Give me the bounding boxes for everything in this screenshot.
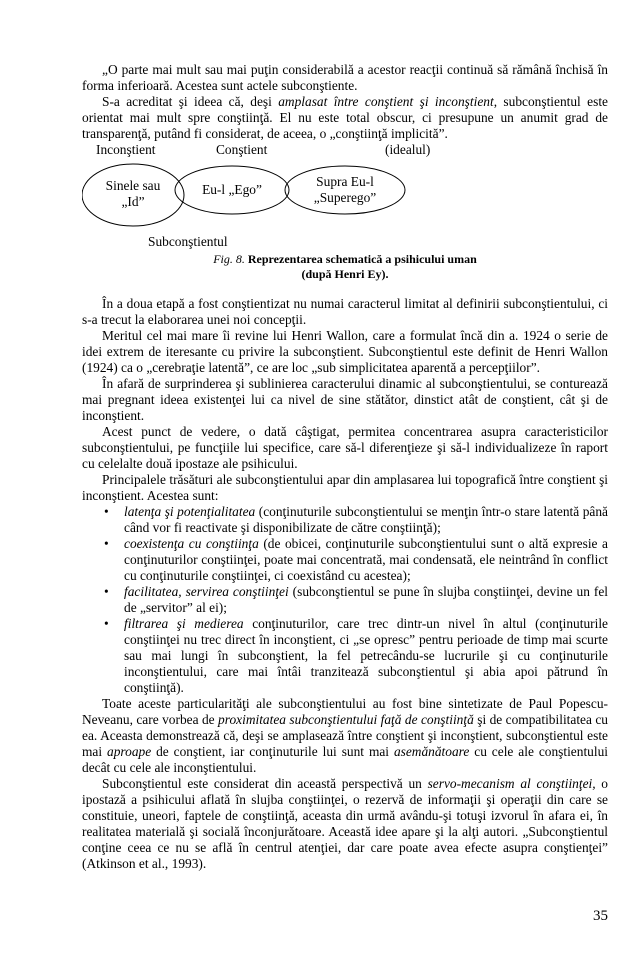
bullet-icon: • <box>104 504 109 519</box>
caption-title: Reprezentarea schematică a psihicului uman <box>247 252 477 266</box>
figure-caption <box>82 252 608 282</box>
ellipse-id-text: Sinele sau „Id” <box>105 178 161 209</box>
list-item: • latenţa şi potenţialitatea (conţinuturile subconştientului se menţin într-o stare latentă până când vor fi reactivate şi disponibilizate de către conştiinţă); <box>104 504 608 535</box>
label-constient: Conştient <box>216 142 268 157</box>
closing-paragraph-8: Toate aceste particularităţi ale subconştientului au fost bine sintetizate de Paul Popescu-Neveanu, care vorbea de proximitatea subconştientului faţă de conştiinţă şi de compatibilitatea cu ea. Aceasta demonstrează că, deşi se amplasează între conştient şi inconştient, subconştientul este mai aproape de conştient, iar conţinuturile lui sunt mai asemănătoare cu cele ale conştientului decât cu cele ale inconştientului. <box>82 696 609 775</box>
psyche-diagram <box>82 158 608 234</box>
closing-paragraph-9: Subconştientul este considerat din această perspectivă un servo-mecanism al conştiinţei, o ipostază a psihicului aflată în slujba conştiinţei, o rezervă de informaţii şi operaţii din care se constituie, uneori, faptele de conştiinţă, aceasta din urmă avându-şi totuşi izvorul în afara ei, în realitatea materială şi socială înconjurătoare. Această idee apare şi la alţi autori. „Subconştientul conţine ceea ce nu se află în centrul atenţiei, dar care poate avea efecte asupra conştienţei” (Atkinson et al., 1993). <box>82 776 609 871</box>
bullet-icon: • <box>104 584 109 599</box>
body-paragraph-3: În a doua etapă a fost conştientizat nu numai caracterul limitat al definirii subconştientului, ci s-a trecut la elaborarea unei noi concepţii. <box>82 296 608 327</box>
ellipse-ego-text: Eu-l „Ego” <box>202 182 262 197</box>
label-inconstient: Inconştient <box>96 142 156 157</box>
page-number: 35 <box>593 908 608 924</box>
list-item: • coexistenţa cu conştiinţa (de obicei, conţinuturile subconştientului sunt o altă expresie a conţinuturilor conştiinţei, poate mai concentrată, mai condensată, ele neintrând în conflict cu conţinuturile conştiinţei, ci coexistând cu acestea); <box>104 536 608 583</box>
list-item: • filtrarea şi medierea conţinuturilor, care trec dintr-un nivel în altul (conţinuturile conştiinţei nu trec direct în inconştient, ci „se opresc” pentru perioade de timp mai scurte sau mai lungi în subconştient, la fel petrecându-se lucrurile şi cu conţinuturile inconştientului, care mai întâi tranzitează subconştientul şi abia apoi pătrund în conştiinţă). <box>104 616 608 695</box>
body-paragraph-7: Principalele trăsături ale subconştientului apar din amplasarea lui topografică între conştient şi inconştient. Acestea sunt: <box>82 472 608 503</box>
list-item: • facilitatea, servirea conştiinţei (subconştientul se pune în slujba conştiinţei, devine un fel de „servitor” al ei); <box>104 584 608 615</box>
intro-paragraph-2: S-a acreditat şi ideea că, deşi amplasat între conştient şi inconştient, subconştientul este orientat mai mult spre conştiinţă. El nu este total obscur, ci presupune un anumit grad de transparenţă, putând fi considerat, de aceea, o „conştiinţă implicită”. <box>82 94 608 141</box>
label-subconstientul: Subconştientul <box>148 234 228 249</box>
diagram-bottom-label <box>82 234 608 252</box>
body-paragraph-4: Meritul cel mai mare îi revine lui Henri Wallon, care a formulat încă din a. 1924 o serie de idei extrem de iteresante cu privire la subconştient. Subconştientul este definit de Henri Wallon (1924) ca o „cerebraţie latentă”, ce are loc „sub simplicitatea aparentă a percepţiilor”. <box>82 328 608 375</box>
intro-paragraph-1: „O parte mai mult sau mai puţin considerabilă a acestor reacţii continuă să rămână închisă în forma inferioară. Acestea sunt actele subconştiente. <box>82 62 608 93</box>
caption-prefix: Fig. 8. <box>213 252 245 266</box>
body-paragraph-5: În afară de surprinderea şi sublinierea caracterului dinamic al subconştientului, se conturează mai pregnant ideea existenţei lui ca nivel de sine stătător, dinstict atât de conştient, cât şi de inconştient. <box>82 376 608 423</box>
ellipse-superego-text: Supra Eu-l „Superego” <box>313 174 377 205</box>
traits-list <box>82 504 608 696</box>
page-content <box>82 62 608 872</box>
bullet-icon: • <box>104 616 109 631</box>
bullet-icon: • <box>104 536 109 551</box>
diagram-top-labels <box>82 142 608 158</box>
label-idealul: (idealul) <box>385 142 431 157</box>
caption-subtitle: (după Henri Ey). <box>301 267 389 281</box>
body-paragraph-6: Acest punct de vedere, o dată câştigat, permitea concentrarea asupra caracteristicilor subconştientului, pe funcţiile lui specifice, care să-l diferenţieze şi să-l individualizeze în raport cu celelalte două ipostaze ale psihicului. <box>82 424 608 471</box>
